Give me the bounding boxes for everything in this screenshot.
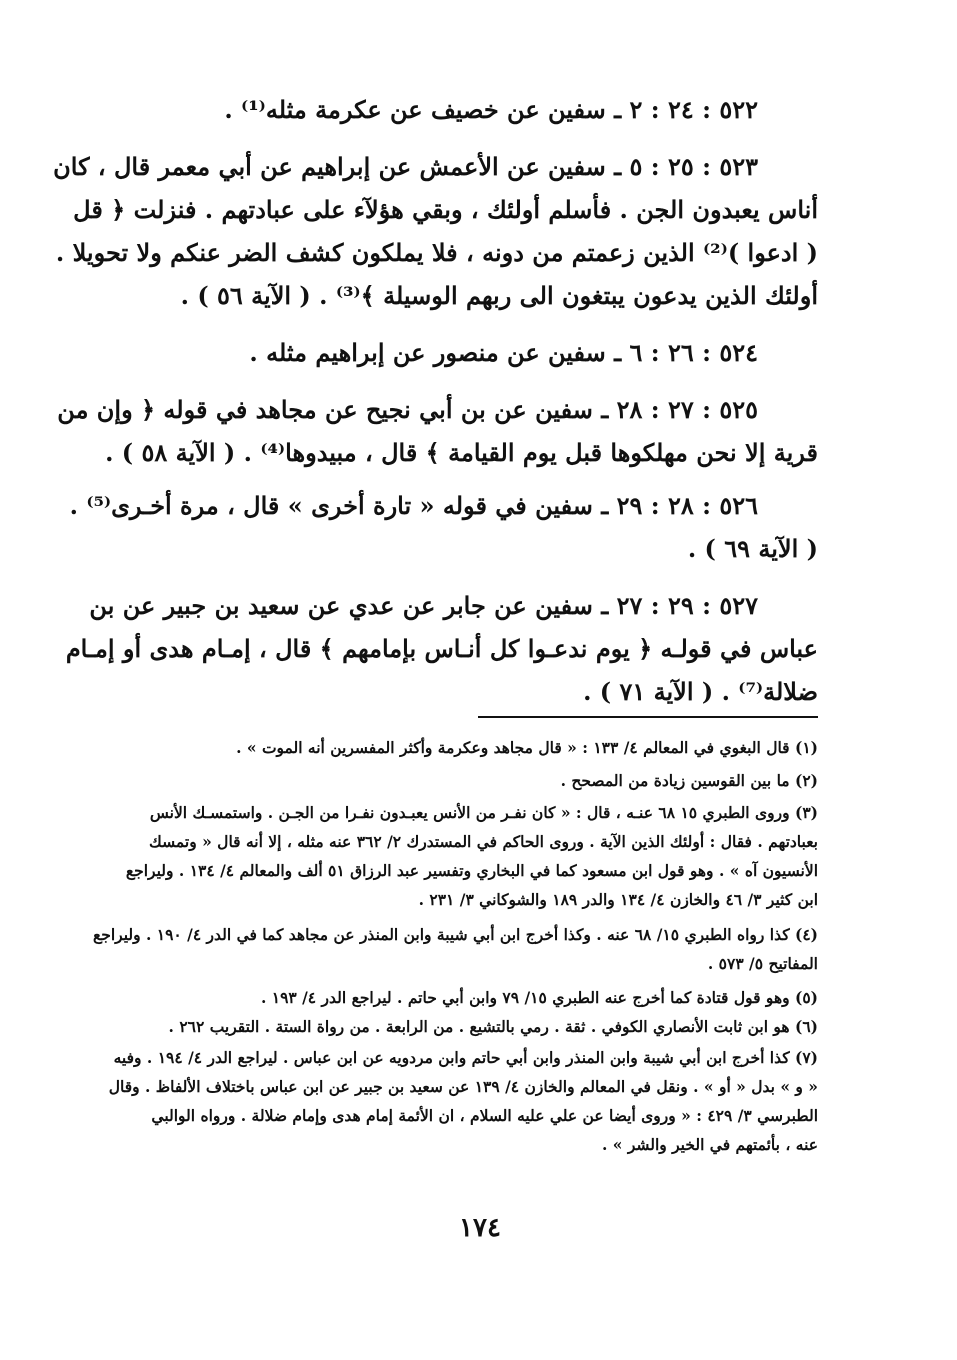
footnote-3-line-4: ابن كثير ٣/ ٤٦ والخازن ٤/ ١٣٤ والدر ١٨٩ والشوكاني ٣/ ٢٣١ . bbox=[418, 890, 818, 909]
entry-525-line-1: ٥٢٥ : ٢٧ : ٢٨ ـ سفين عن بن أبي نجيح عن مجاهد في قوله ﴿ وإن من bbox=[57, 395, 758, 424]
footnote-1-line-1: (١) قال البغوي في المعالم ٤/ ١٣٣ : « قال مجاهد وعكرمة وأكثر المفسرين أنه الموت » . bbox=[236, 738, 818, 757]
footnote-7-line-3: الطبرسي ٣/ ٤٢٩ : « وروى أيضا عن علي عليه السلام ، ان الأئمة إمام هدى وإمام ضلالة . ورواه الوالبي bbox=[151, 1106, 818, 1125]
page-number: ١٧٤ bbox=[459, 1213, 501, 1243]
entry-527-line-1: ٥٢٧ : ٢٩ : ٢٧ ـ سفين عن جابر عن عدي عن سعيد بن جبير عن بن bbox=[89, 591, 758, 620]
entry-523-line-2: أناس يعبدون الجن . فأسلم أولئك ، وبقي هؤلآء على عبادتهم . فنزلت ﴿ قل bbox=[73, 195, 818, 224]
footnote-6-line-1: (٦) هو ابن ثابت الأنصاري الكوفي . ثقة . رمي بالتشيع . من الرابعة . من رواة الستة . التقريب ٢٦٢ . bbox=[168, 1017, 818, 1036]
footnote-7-line-1: (٧) كذا أخرج ابن أبي شيبة وابن المنذر وابن أبي حاتم وابن مردويه عن ابن عباس . ليراجع الدر ٤/ ١٩٤ . وفيه bbox=[113, 1048, 818, 1067]
entry-522-line-1: ٥٢٢ : ٢٤ : ٢ ـ سفين عن خصيف عن عكرمة مثله⁽¹⁾ . bbox=[224, 95, 758, 124]
footnote-7-line-4: عنه ، بأئمتهم في الخير والشر » . bbox=[601, 1135, 818, 1154]
footnote-7-line-2: « و » بدل « أو » . ونقل في المعالم والخازن ٤/ ١٣٩ عن سعيد بن جبير عن ابن عباس باختلاف الألفاظ . وقال bbox=[108, 1077, 818, 1096]
footnote-3-line-3: الأنسيون آه » . وهو قول ابن مسعود كما في البخاري وتفسير عبد الرزاق ٥١ ألف والمعالم ٤/ ١٣٤ . وليراجع bbox=[125, 861, 818, 880]
entry-527-line-3: ضلالة⁽⁷⁾ . ( الآية ٧١ ) . bbox=[583, 677, 818, 706]
footnote-2-line-1: (٢) ما بين القوسين زيادة من المصحح . bbox=[560, 771, 818, 790]
footnote-5-line-1: (٥) وهو قول قتادة كما أخرج عنه الطبري ١٥/ ٧٩ وابن أبي حاتم . ليراجع الدر ٤/ ١٩٣ . bbox=[260, 988, 818, 1007]
entry-526-line-1: ٥٢٦ : ٢٨ : ٢٩ ـ سفين في قوله « تارة أخرى » قال ، مرة أخـرى⁽⁵⁾ . bbox=[69, 491, 758, 520]
entry-523-line-4: أولئك الذين يدعون يبتغون الى ربهم الوسيلة ﴾⁽³⁾ . ( الآية ٥٦ ) . bbox=[180, 281, 818, 310]
footnote-separator bbox=[478, 716, 818, 718]
entry-523-line-3: ( ادعوا )⁽²⁾ الذين زعمتم من دونه ، فلا يملكون كشف الضر عنكم ولا تحويلا . bbox=[55, 238, 818, 267]
entry-525-line-2: قرية إلا نحن مهلكوها قبل يوم القيامة ﴾ قال ، مبيدوها⁽⁴⁾ . ( الآية ٥٨ ) . bbox=[105, 438, 818, 467]
entry-524-line-1: ٥٢٤ : ٢٦ : ٦ ـ سفين عن منصور عن إبراهيم مثله . bbox=[249, 338, 758, 367]
footnote-4-line-2: المفاتيح ٥/ ٥٧٣ . bbox=[707, 954, 818, 973]
entry-523-line-1: ٥٢٣ : ٢٥ : ٥ ـ سفين عن الأعمش عن إبراهيم عن أبي معمر قال ، كان bbox=[53, 152, 758, 181]
footnote-3-line-1: (٣) وروى الطبري ١٥ ٦٨ عنـه ، قال : « كان نفـر من الأنس يعبـدون نفـرا من الجـن . واستمسـك الأنس bbox=[149, 803, 818, 822]
entry-527-line-2: عباس في قولـه ﴿ يوم ندعـوا كل أنـاس بإمامهم ﴾ قال ، إمـام هدى أو إمـام bbox=[65, 634, 818, 663]
footnote-3-line-2: بعبادتهم . فقال : أولئك الذين الآية . وروى الحاكم في المستدرك ٢/ ٣٦٢ عنه مثله ، إلا أنه قال « وتمسك bbox=[149, 832, 818, 851]
footnote-4-line-1: (٤) كذا رواه الطبري ١٥/ ٦٨ عنه . وكذا أخرج ابن أبي شيبة وابن المنذر عن مجاهد كما في الدر ٤/ ١٩٠ . وليراجع bbox=[93, 925, 818, 944]
entry-526-line-2: ( الآية ٦٩ ) . bbox=[687, 534, 818, 563]
